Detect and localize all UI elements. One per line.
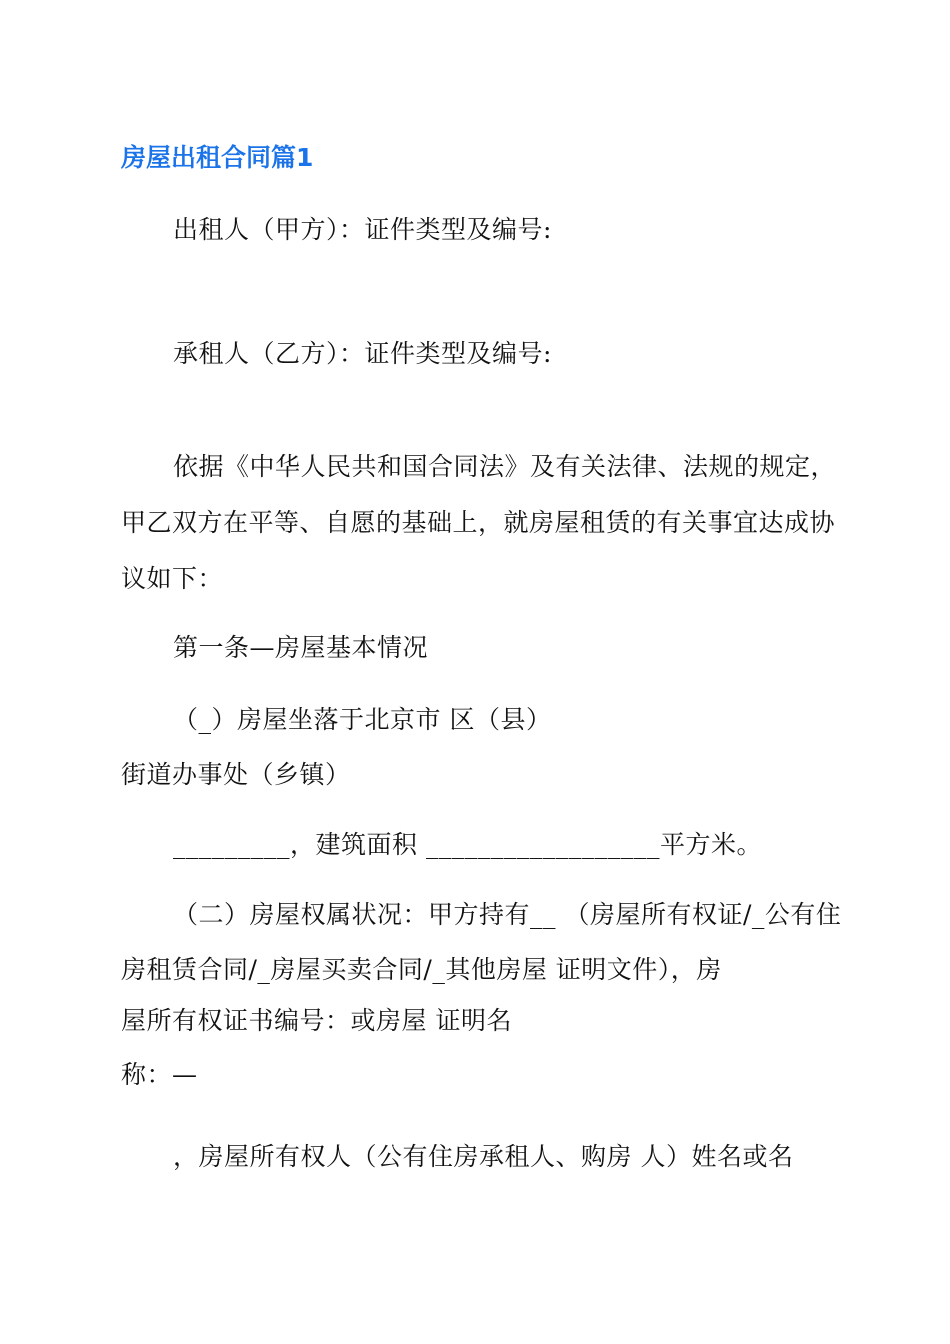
- paragraph-line: 议如下：: [121, 564, 224, 593]
- paragraph-line: _________，建筑面积 __________________平方米。: [173, 830, 762, 859]
- article-heading: 第一条—房屋基本情况: [173, 633, 429, 662]
- paragraph-line: 屋所有权证书编号：或房屋 证明名: [121, 1006, 512, 1035]
- lessor-line: 出租人（甲方）：证件类型及编号:: [173, 215, 552, 244]
- document-title: 房屋出租合同篇1: [121, 143, 314, 172]
- paragraph-line: （_）房屋坐落于北京市 区（县）: [173, 705, 552, 734]
- paragraph-line: 依据《中华人民共和国合同法》及有关法律、法规的规定，: [173, 452, 837, 481]
- paragraph-line: 街道办事处（乡镇）: [121, 760, 351, 789]
- paragraph-line: 称：—: [121, 1060, 198, 1089]
- paragraph-line: （二）房屋权属状况：甲方持有__ （房屋所有权证/_公有住: [173, 900, 842, 929]
- paragraph-line: 甲乙双方在平等、自愿的基础上，就房屋租赁的有关事宜达成协: [121, 508, 836, 537]
- paragraph-line: 房租赁合同/_房屋买卖合同/_其他房屋 证明文件），房: [121, 955, 722, 984]
- paragraph-line: ，房屋所有权人（公有住房承租人、购房 人）姓名或名: [173, 1142, 794, 1171]
- lessee-line: 承租人（乙方）：证件类型及编号:: [173, 339, 552, 368]
